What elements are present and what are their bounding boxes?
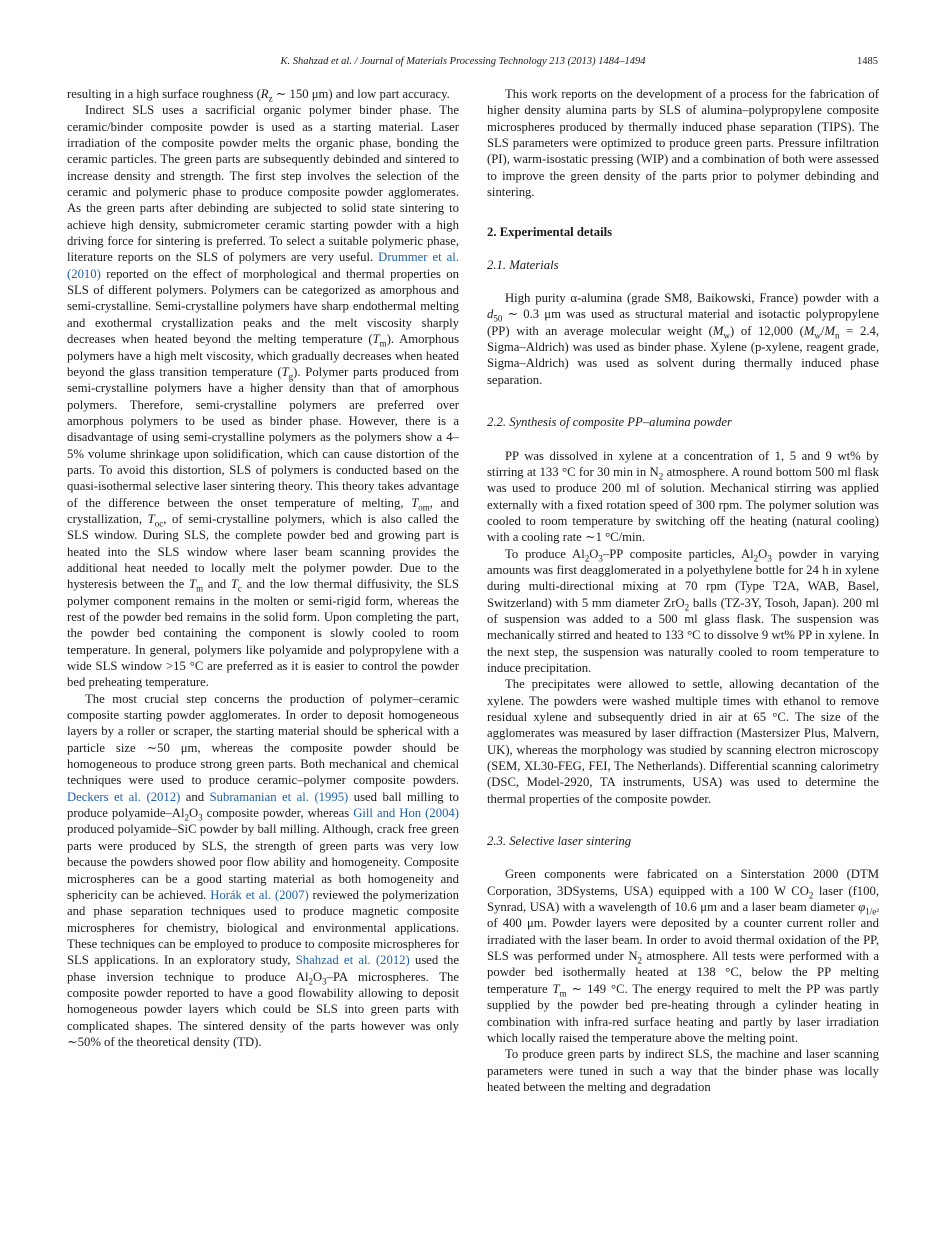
paragraph: Indirect SLS uses a sacrificial organic polymer binder phase. The ceramic/binder composite powder is used as a starting material. Laser irradiation of the composite powder melts the organic phase, bonding the ceramic particles. The green parts are subsequently debinded and sintered to increase density and strength. The first step involves the selection of the ceramic and polymeric phase to produce composite powder agglomerates. As the green parts after debinding are subjected to solid state sintering to achieve high density, submicrometer ceramic starting powder with a high driving force for sintering is preferred. To select a suitable polymeric phase, literature reports on the SLS of polymers are very useful. Drummer et al. (2010) reported on the effect of morphological and thermal properties on SLS of different polymers. Polymers can be categorized as amorphous and semi-crystalline. Semi-crystalline polymers have sharp endothermal melting and exothermal crystallization peaks and the melt viscosity sharply decreases when heated beyond the melting temperature $(T_m)$. Amorphous polymers have a high melt viscosity, which gradually decreases when heated beyond the glass transition temperature $(T_g)$. Polymer parts produced from semi-crystalline polymers have a higher density than that of amorphous polymers. Therefore, semi-crystalline polymers are preferred over amorphous polymers to be used as binder phase. However, there is a disadvantage of using semi-crystalline polymers as the polymers show a 4–5% volume shrinkage upon solidification, which can cause distortion of the parts. To avoid this distortion, SLS of polymers is conducted based on the quasi-isothermal selective laser sintering theory. This theory takes advantage of the difference between the onset temperature of melting, $T_{om}$, and crystallization, $T_{oc}$, of semi-crystalline polymers, which is also called the SLS window. During SLS, the complete powder bed and growing part is heated into the SLS window where laser beam scanning provides the additional heat needed to locally melt the polymer powder. Due to the hysteresis between the $T_m$ and $T_c$ and the low thermal diffusivity, the SLS polymer component remains in the molten or semi-rigid form, whereas the rest of the powder bed remains in the solid form. Upon completing the part, the powder bed containing the component is slowly cooled to room temperature. In general, polymers like polyamide and polypropylene with a wide SLS window >15 °C are preferred as it is easier to control the powder bed preheating temperature.	[67, 103, 460, 690]
paragraph: resulting in a high surface roughness ($R_z$ ∼ 150 μm) and low part accuracy.	[67, 87, 450, 104]
paragraph: The precipitates were allowed to settle, allowing decantation of the xylene. The powders were washed multiple times with ethanol to remove residual xylene and subsequently dried in air at 65 °C. The size of the agglomerates was measured by laser diffraction (Mastersizer Plus, Malvern, UK), whereas the morphology was studied by scanning electron microscopy (SEM, XL30-FEG, FEI, The Netherlands). Differential scanning calorimetry (DSC, Model-2920, TA instruments, USA) was used to determine the thermal properties of the composite powder.	[487, 677, 879, 806]
citation-link[interactable]: Gill and Hon (2004)	[353, 806, 459, 821]
page-number: 1485	[857, 56, 878, 67]
paragraph: To produce green parts by indirect SLS, the machine and laser scanning parameters were tuned in such a way that the binder phase was locally heated between the melting and degradation	[487, 1047, 879, 1094]
subsection-heading: 2.2. Synthesis of composite PP–alumina powder	[487, 415, 732, 430]
subsection-heading: 2.3. Selective laser sintering	[487, 834, 632, 849]
paragraph: PP was dissolved in xylene at a concentration of 1, 5 and 9 wt% by stirring at 133 °C for 30 min in $N_2$ atmosphere. A round bottom 500 ml flask was used to produce 200 ml of solution. Mechanical stirring was applied externally with a fixed rotation speed of 300 rpm. The polymer solution was cooled to room temperature by switching off the heating (natural cooling) with a cooling rate ∼1 °C/min.	[487, 448, 879, 545]
citation-link[interactable]: Drummer et al. (2010)	[67, 250, 459, 281]
left-column	[67, 86, 459, 1050]
citation-link[interactable]: Shahzad et al. (2012)	[295, 953, 410, 968]
running-header	[0, 56, 926, 70]
paragraph: This work reports on the development of a process for the fabrication of higher density alumina parts by SLS of alumina–polypropylene composite microspheres produced by thermally induced phase separation (TIPS). The SLS parameters were optimized to produce green parts. Pressure infiltration (PI), warm-isostatic pressing (WIP) and a combination of both were assessed to improve the green density of the parts prior to polymer debinding and sintering.	[487, 87, 879, 200]
section-heading: 2. Experimental details	[487, 225, 613, 240]
paragraph: The most crucial step concerns the production of polymer–ceramic composite starting powder agglomerates. In order to deposit homogeneous layers by a roller or scraper, the starting material should be spherical with a particle size ∼50 μm, whereas the composite powder should be homogeneous to produce strong green parts. Both mechanical and chemical techniques were used to produce ceramic–polymer composite powders. Deckers et al. (2012) and Subramanian et al. (1995) used ball milling to produce polyamide–$Al_2O_3$ composite powder, whereas Gill and Hon (2004) produced polyamide–SiC powder by ball milling. Although, crack free green parts were produced by SLS, the strength of green parts was very low because the powders showed poor flow ability and homogeneity. Composite microspheres can be a good starting material as both homogeneity and sphericity can be achieved. Horák et al. (2007) reviewed the polymerization and phase separation techniques used to produce magnetic composite microspheres for chemistry, biological and environmental applications. These techniques can be employed to produce to composite microspheres for SLS applications. In an exploratory study, Shahzad et al. (2012) used the phase inversion technique to produce $Al_2O_3-PA$ microspheres. The composite powder reported to have a good flowability allowing to deposit homogeneous powder layers which could be SLS into green parts with complicated shapes. The sintered density of the parts however was only ∼50% of the theoretical density (TD).	[67, 691, 460, 1049]
citation-link[interactable]: Subramanian et al. (1995)	[209, 789, 349, 804]
paragraph: Green components were fabricated on a Sinterstation 2000 (DTM Corporation, 3DSystems, USA) equipped with a 100 W $CO_2$ laser (f100, Synrad, USA) with a wavelength of 10.6 μm and a laser beam diameter $\varphi_{1/e^2}$ of 400 μm. Powder layers were deposited by a counter current roller and irradiated with the laser beam. In order to avoid thermal oxidation of the PP, SLS was performed under $N_2$ atmosphere. All tests were performed with a powder bed isothermally heated at 138 °C, below the PP melting temperature $T_m$ ∼ 149 °C. The energy required to melt the PP was partly supplied by the powder bed pre-heating through a cylinder heating in combination with infra-red surface heating and partly by laser irradiation which locally raised the temperature above the melting point.	[487, 867, 880, 1045]
subsection-heading: 2.1. Materials	[487, 257, 559, 272]
paragraph: High purity α-alumina (grade SM8, Baikowski, France) powder with a $d_{50}$ ∼ 0.3 μm was used as structural material and isotactic polypropylene (PP) with an average molecular weight $(M_w)$ of 12,000 ($M_w/M_n = 2.4$, Sigma–Aldrich) was used as binder phase. Xylene (p-xylene, reagent grade, Sigma–Aldrich) was used as solvent during thermally induced phase separation.	[487, 291, 880, 387]
right-column	[487, 86, 879, 1095]
paragraph: To produce $Al_2O_3-PP$ composite particles, $Al_2O_3$ powder in varying amounts was first deagglomerated in a polyethylene bottle for 24 h in xylene during multi-directional mixing at 70 rpm (Type T2A, WAB, Basel, Switzerland) with 5 mm diameter ZrO$_2$ balls (TZ-3Y, Tosoh, Japan). 200 ml of suspension was added to a 500 ml glass flask. The suspension was mechanically stirred and heated to 133 °C to dissolve 9 wt% PP in xylene. In the next step, the suspension was naturally cooled to room temperature to induce precipitation.	[487, 546, 879, 675]
running-head: K. Shahzad et al. / Journal of Materials Processing Technology 213 (2013) 1484–1494	[280, 56, 646, 67]
citation-link[interactable]: Horák et al. (2007)	[210, 887, 309, 902]
citation-link[interactable]: Deckers et al. (2012)	[67, 789, 181, 804]
